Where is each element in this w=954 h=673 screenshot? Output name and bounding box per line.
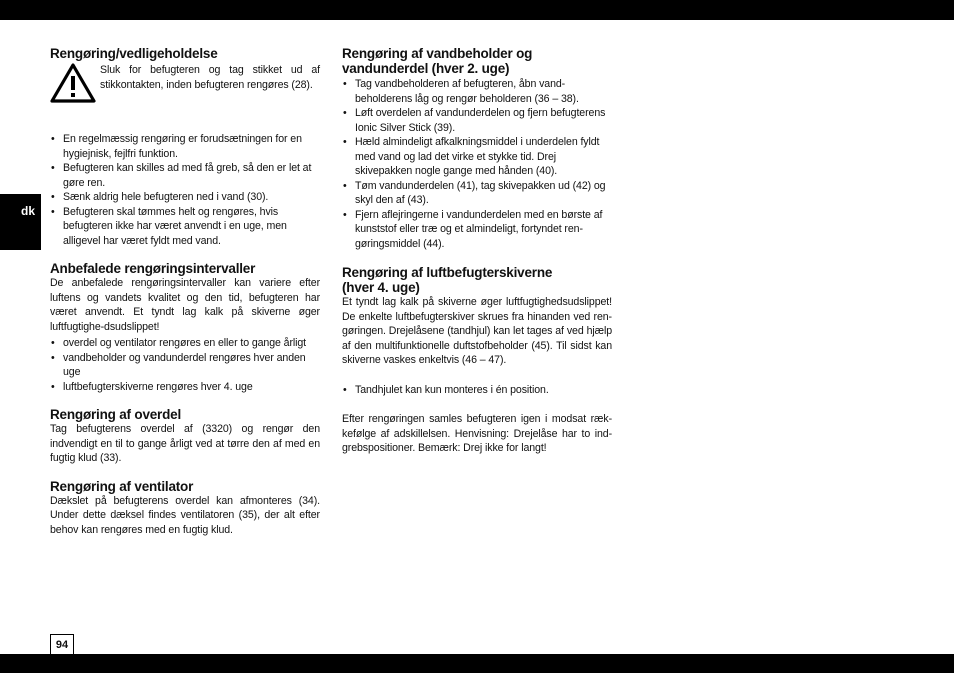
heading-line: vandunderdel (hver 2. uge): [342, 61, 510, 76]
left-column: [50, 46, 320, 537]
page-number: 94: [50, 634, 74, 654]
warning-text: Sluk for befugteren og tag stikket ud af stikkontakten, inden befugteren rengøres (28).: [100, 64, 320, 91]
heading-water-tank: [342, 46, 612, 76]
intervals-text: De anbefalede rengøringsintervaller kan variere efter luftens og vandets kvalitet og den tid, befugteren har været anvendt. Et tyndt lag kalk på skiverne øger luftfugtighe-dsudslippet!: [50, 277, 320, 333]
discs-bullets: [342, 383, 612, 398]
intervals-bullets: [50, 336, 320, 394]
list-item: • Tag vandbeholderen af befugteren, åbn vand-beholderens låg og rengør beholderen (36 – 38).: [342, 77, 612, 106]
list-item: • Fjern aflejringerne i vandunderdelen med en børste af kunststof eller træ og et almindeligt, fortyndet ren-gøringsmiddel (44).: [342, 208, 612, 252]
heading-line: Rengøring af luftbefugterskiverne: [342, 265, 553, 280]
list-item: • Tøm vandunderdelen (41), tag skivepakken ud (42) og skyl den af (43).: [342, 179, 612, 208]
list-item: • overdel og ventilator rengøres en eller to gange årligt: [50, 336, 320, 351]
list-item: • Tandhjulet kan kun monteres i én position.: [342, 383, 612, 398]
list-item: • En regelmæssig rengøring er forudsætningen for en hygiejnisk, fejlfri funktion.: [50, 132, 320, 161]
heading-line: (hver 4. uge): [342, 280, 420, 295]
heading-fan: Rengøring af ventilator: [50, 478, 194, 494]
list-item: • vandbeholder og vandunderdel rengøres hver anden uge: [50, 351, 320, 380]
fan-text: Dækslet på befugterens overdel kan afmonteres (34). Under dette dæksel findes ventilatoren (35), der alt efter behov kan rengøres med en fugtig klud.: [50, 494, 320, 536]
list-item: • Befugteren kan skilles ad med få greb, så den er let at gøre ren.: [50, 161, 320, 190]
cleaning-bullets: [50, 132, 320, 248]
upper-part-text: Tag befugterens overdel af (3320) og rengør den indvendigt en til to gange årligt ved at tørre den af med en fugtig klud (33).: [50, 423, 320, 464]
heading-cleaning-maintenance: Rengøring/vedligeholdelse: [50, 46, 218, 61]
top-bar: [0, 0, 954, 20]
list-item: • Hæld almindeligt afkalkningsmiddel i underdelen fyldt med vand og lad det virke et stykke tid. Drej skivepakken nogle gange med hånden (40).: [342, 135, 612, 179]
language-tab: [0, 194, 41, 250]
reassembly-text: Efter rengøringen samles befugteren igen i modsat ræk-kefølge af adskillelsen. Henvisning: Drejelåse har to ind-grebspositioner. Bemærk: Drej ikke for langt!: [342, 413, 612, 454]
discs-text: Et tyndt lag kalk på skiverne øger luftfugtighedsudslippet! De enkelte luftbefugterskiver skrues fra hinanden ved ren-gøringen. Drejelåsene (tandhjul) kan let tages af ved hjælp af den multifunktionelle duftstofbeholder (45). Til sidst kan skiverne vaskes enkeltvis (46 – 47).: [342, 296, 612, 366]
list-item: • Sænk aldrig hele befugteren ned i vand (30).: [50, 190, 320, 205]
heading-upper-part: Rengøring af overdel: [50, 407, 182, 422]
language-label: dk: [21, 204, 36, 218]
list-item: • luftbefugterskiverne rengøres hver 4. uge: [50, 380, 320, 395]
bottom-bar: [0, 654, 954, 673]
heading-intervals: Anbefalede rengøringsintervaller: [50, 261, 256, 276]
right-column: [342, 46, 612, 456]
list-item: • Befugteren skal tømmes helt og rengøres, hvis befugteren ikke har været anvendt i en uge, men alligevel har været fyldt med vand.: [50, 205, 320, 249]
warning-triangle-icon: [50, 63, 96, 103]
heading-discs: [342, 265, 612, 295]
list-item: • Løft overdelen af vandunderdelen og fjern befugterens Ionic Silver Stick (39).: [342, 106, 612, 135]
heading-line: Rengøring af vandbeholder og: [342, 46, 533, 61]
water-tank-bullets: [342, 77, 612, 251]
warning-block: [50, 63, 320, 103]
